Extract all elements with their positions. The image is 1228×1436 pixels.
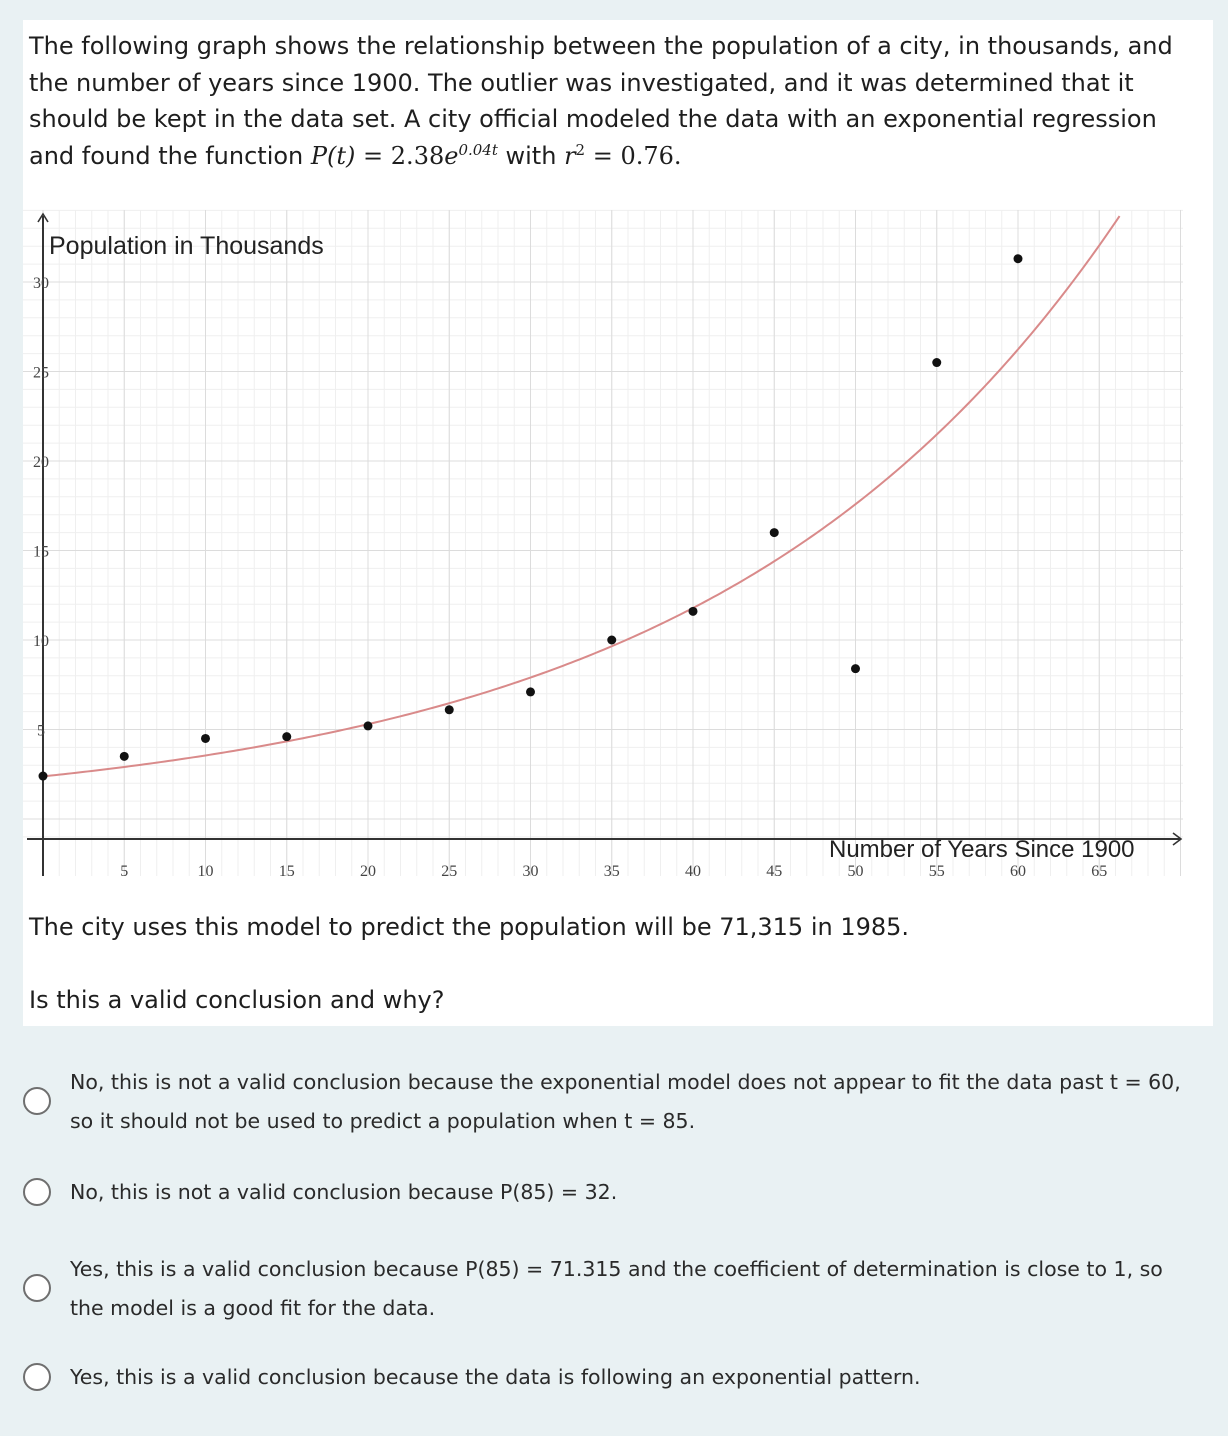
- y-tick-label: 5: [37, 722, 45, 740]
- prompt-text: Is this a valid conclusion and why?: [29, 986, 445, 1014]
- data-point: [120, 752, 129, 761]
- data-point: [526, 687, 535, 696]
- y-tick-label: 15: [33, 543, 49, 561]
- option-label: Yes, this is a valid conclusion because P(85) = 71.315 and the coefficient of determination is close to 1, so the model is a good fit for the data.: [70, 1257, 1163, 1320]
- x-tick-label: 40: [685, 863, 701, 880]
- data-point: [282, 732, 291, 741]
- y-tick-label: 10: [33, 633, 49, 650]
- x-tick-label: 5: [120, 863, 129, 880]
- scatter-chart: [23, 206, 1213, 886]
- y-tick-label: 20: [33, 454, 49, 471]
- data-point: [932, 358, 941, 367]
- data-point: [770, 528, 779, 537]
- data-point: [851, 664, 860, 673]
- x-tick-label: 65: [1091, 863, 1108, 880]
- y-tick-label: 25: [33, 364, 49, 382]
- x-tick-label: 30: [522, 863, 539, 880]
- question-text: The following graph shows the relationship between the population of a city, in thousands, and the number of years since 1900. The outlier was investigated, and it was determined that it should be kept in the data set. A city official modeled the data with an exponential regression and found the function $P(t) = 2.38e^{0.04t}$ with $r^2 = 0.76$.: [29, 32, 1173, 170]
- chart-grid: [23, 210, 1183, 876]
- option-label: No, this is not a valid conclusion because the exponential model does not appear to fit the data past t = 60, so it should not be used to predict a population when t = 85.: [70, 1070, 1181, 1133]
- data-point: [201, 734, 210, 743]
- radio-button[interactable]: [23, 1087, 51, 1115]
- x-tick-label: 25: [441, 863, 458, 880]
- radio-button[interactable]: [23, 1178, 51, 1206]
- x-tick-label: 10: [197, 863, 214, 880]
- x-tick-label: 35: [603, 863, 620, 880]
- x-tick-label: 20: [360, 863, 376, 880]
- data-point: [39, 772, 48, 781]
- question-card: [23, 20, 1213, 1026]
- x-tick-label: 55: [928, 863, 945, 880]
- data-point: [689, 607, 698, 616]
- x-tick-label: 50: [847, 863, 864, 880]
- y-axis-label: Population in Thousands: [49, 232, 324, 260]
- option-label: No, this is not a valid conclusion because P(85) = 32.: [70, 1180, 618, 1204]
- x-tick-label: 60: [1010, 863, 1026, 880]
- radio-button[interactable]: [23, 1274, 51, 1302]
- x-tick-label: 15: [278, 863, 295, 880]
- x-tick-label: 45: [766, 863, 783, 880]
- option-label: Yes, this is a valid conclusion because the data is following an exponential pattern.: [70, 1365, 921, 1389]
- data-point: [1014, 254, 1023, 263]
- data-point: [607, 636, 616, 645]
- data-point: [364, 721, 373, 730]
- y-tick-label: 30: [33, 275, 49, 292]
- data-point: [445, 705, 454, 714]
- radio-button[interactable]: [23, 1363, 51, 1391]
- chart-ticks: [33, 275, 1107, 880]
- chart-axes: [27, 214, 1181, 876]
- x-axis-label: Number of Years Since 1900: [829, 836, 1135, 863]
- statement-text: The city uses this model to predict the population will be 71,315 in 1985.: [29, 913, 910, 941]
